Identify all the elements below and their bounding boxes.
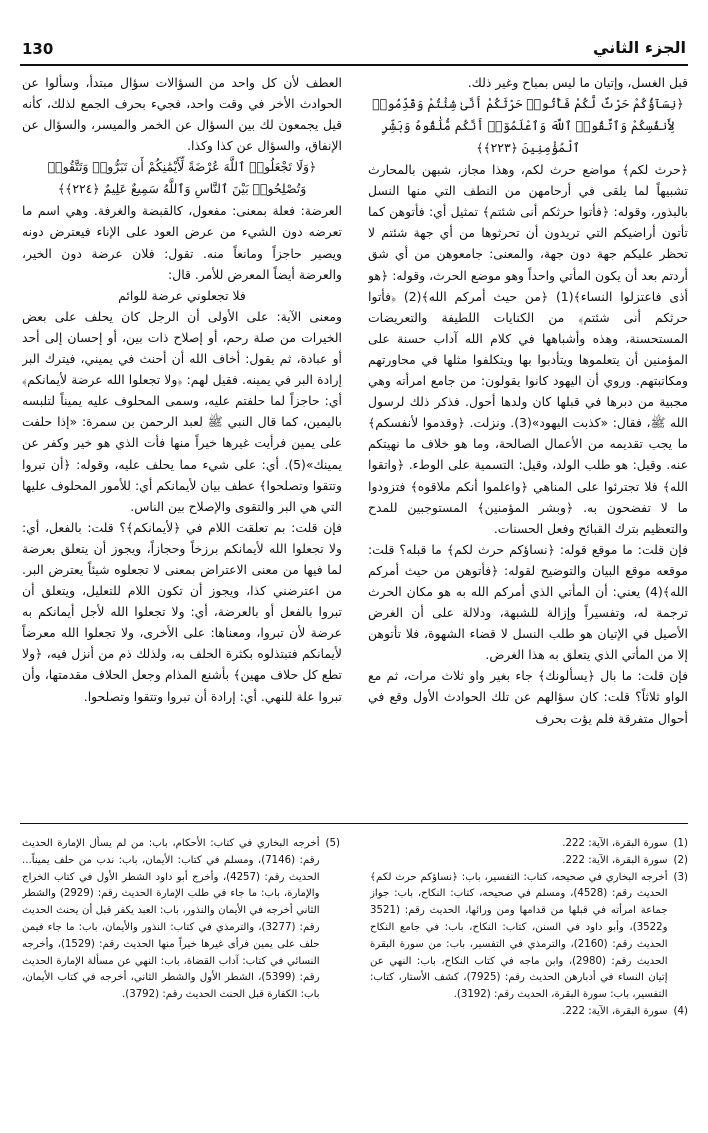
footnote-text: سورة البقرة، الآية: 222. (562, 1005, 668, 1017)
paragraph: ﴿حرث لكم﴾ مواضع حرث لكم، وهذا مجاز، شبهن بالمحارث تشبيهاً لما يلقى في أرحامهن من النطف التي منها النسل بالبذور، وقوله: ﴿فأتوا حرثكم أنى شئتم﴾ تمثيل أي: فأتوهن كما تأتون أراضيكم التي تريدون أن تحرثوها من أي جهة شئتم لا تحظر عليكم جهة دون جهة، والمعنى: جامعوهن من أي شق أردتم بعد أن يكون المأتي واحداً وهو موضع الحرث، وقوله: ﴿هو أذى فاعتزلوا النساء﴾(1) ﴿من حيث أمركم الله﴾(2) ﴿فأتوا حرثكم أنى شئتم﴾ من الكنايات اللطيفة والتعريضات المستحسنة، وهذه وأشباهها في كلام الله آداب حسنة على المؤمنين أن يتعلموها ويتأدبوا بها ويتكلفوا مثلها في محاورتهم ومكاتبتهم. وروي أن اليهود كانوا يقولون: من جامع امرأته وهي مجبية من دبرها في قبلها كان ولدها أحول. فذكر ذلك لرسول الله ﷺ، فقال: «كذبت اليهود»(3). ونزلت. ﴿وقدموا لأنفسكم﴾ ما يجب تقديمه من الأعمال الصالحة، وما هو خلاف ما نهيتكم عنه. وقيل: هو طلب الولد، وقيل: التسمية على الوطء. ﴿واتقوا الله﴾ فلا تجترئوا على المناهي ﴿واعلموا أنكم ملاقوه﴾ فتزودوا ما لا تفضحون به. ﴿وبشر المؤمنين﴾ المستوجبين للمدح والتعظيم بترك القبائح وفعل الحسنات. (368, 162, 688, 536)
footnotes-left (22, 836, 340, 1121)
right-text-column (368, 72, 688, 812)
paragraph: فإن قلت: بم تعلقت اللام في ﴿لأيمانكم﴾؟ قلت: بالفعل، أي: ولا تجعلوا الله لأيمانكم برزخاً وحجازاً، ويجوز أن يتعلق بعرضة لما فيها من معنى الاعتراض بمعنى لا تجعلوه شيئاً يعترض البر. من اعترضني كذا، ويجوز أن تكون اللام للتعليل، ويتعلق أن تبروا بالفعل أو بالعرضة، أي: ولا تجعلوا الله لأجل أيمانكم به عرضة لأن تبروا، ومعناها: على الأخرى، ولا تجعلوا الله معرضاً لأيمانكم فتبتذلوه بكثرة الحلف به، ولذلك ذم من أنزل فيه، ﴿ولا تطع كل حلاف مهين﴾ بأشنع المذام وجعل الحلاف مقدمتها، وأن تبروا علة للنهي. أي: إرادة أن تبروا وتتقوا وتصلحوا. (22, 519, 342, 704)
footnote-number: (1) (673, 838, 688, 849)
paragraph: العطف لأن كل واحد من السؤالات سؤال مبتدأ، وسألوا عن الحوادث الأخر في وقت واحد، فجيء بحرف الجمع لذلك، كأنه قيل يجمعون لك بين السؤال عن الخمر والميسر، والسؤال عن الإنفاق، والسؤال عن كذا وكذا. (22, 75, 342, 154)
footnote-number: (3) (673, 871, 688, 883)
footnote-text: سورة البقرة، الآية: 222. (562, 838, 668, 849)
footnote-number: (5) (325, 838, 340, 849)
footnote-divider (20, 823, 688, 824)
footnote-text: أخرجه البخاري في كتاب: الأحكام، باب: من لم يسأل الإمارة الحديث رقم: (7146)، ومسلم في كتاب: الأيمان، باب: ندب من حلف يميناً... الحديث رقم: (4257)، وأخرج أبو داود الشطر الأول في كتاب الخراج والإمارة، باب: ما جاء في طلب الإمارة الحديث رقم: (2929) والشطر الثاني أخرجه في الأيمان والنذور، باب: العبد يكفر قبل أن يحنث الحديث رقم: (3277)، والترمذي في كتاب: النذور والأيمان، باب: ما جاء فيمن حلف على يمين فرأى غيرها خيراً منها الحديث رقم: (1529)، وأخرجه النسائي في كتاب: آداب القضاة، باب: النهي عن مسألة الإمارة الحديث رقم: (5399)، الشطر الأول والشطر الثاني، أخرجه في كتاب الأيمان، باب: الكفارة قبل الحنث الحديث رقم: (3792). (22, 838, 320, 1001)
quran-verse: ﴿وَلَا تَجْعَلُوا۟ ٱللَّهَ عُرْضَةً لِّأَيْمَٰنِكُمْ أَن تَبَرُّوا۟ وَتَتَّقُوا۟ وَتُصْلِحُوا۟ بَيْنَ ٱلنَّاسِ وَٱللَّهُ سَمِيعٌ عَلِيمٌ ﴿٢٢٤﴾﴾ (47, 159, 317, 197)
footnote (370, 853, 688, 870)
footnote (370, 836, 688, 853)
paragraph: فإن قلت: ما موقع قوله: ﴿نساؤكم حرث لكم﴾ ما قبله؟ قلت: موقعه موقع البيان والتوضيح لقوله: ﴿فأتوهن من حيث أمركم الله﴾(4) يعني: أن المأتي الذي أمركم الله به هو مكان الحرث ترجمة له، وتفسيراً وإزالة للشبهة، ودلالة على أن الغرض الأصيل في الإتيان هو طلب النسل لا قضاء الشهوة، فلا تأتوهن إلا من المأتي الذي يتعلق به هذا الغرض. (368, 541, 688, 663)
footnote-text: سورة البقرة، الآية: 222. (562, 854, 668, 866)
page-number: 130 (22, 40, 54, 58)
left-text-column (22, 72, 342, 812)
paragraph: العرضة: فعلة بمعنى: مفعول، كالقبضة والغرفة. وهي اسم ما تعرضه دون الشيء من عرض العود على الإناء فيعترض دونه ويصير حاجزاً ومانعاً منه. تقول: فلان عرضة دون الخير، والعرضة أيضاً المعرض للأمر. قال: (22, 203, 342, 282)
footnote-number: (2) (673, 854, 688, 866)
footnotes-right (370, 836, 688, 1121)
running-head: الجزء الثاني (593, 38, 686, 57)
footnote (370, 1004, 688, 1021)
footnote (22, 836, 340, 1004)
poem-line: فلا تجعلوني عرضة للوائم (118, 287, 246, 303)
paragraph: ومعنى الآية: على الأولى أن الرجل كان يحلف على بعض الخيرات من صلة رحم، أو إصلاح ذات بين، أو إحسان إلى أحد أو عبادة، ثم يقول: أخاف الله أن أحنث في يميني، فيترك البر إرادة البر في يمينه. فقيل لهم: ﴿ولا تجعلوا الله عرضة لأيمانكم﴾ أي: حاجزاً لما حلفتم عليه، وسمى المحلوف عليه يميناً لتلبسه باليمين، كما قال النبي ﷺ لعبد الرحمن بن سمرة: «إذا حلفت على يمين فرأيت غيرها خيراً منها فأت الذي هو خير وكفر عن يمينك»(5). أي: على شيء مما يحلف عليه، وقوله: ﴿أن تبروا وتتقوا وتصلحوا﴾ عطف بيان لأيمانكم أي: للأمور المحلوف عليها التي هي البر والتقوى والإصلاح بين الناس. (22, 308, 342, 514)
footnote (370, 870, 688, 1004)
paragraph: فإن قلت: ما بال ﴿يسألونك﴾ جاء بغير واو ثلاث مرات، ثم مع الواو ثلاثاً؟ قلت: كان سؤالهم عن تلك الحوادث الأول وقع في أحوال متفرقة فلم يؤت بحرف (368, 668, 688, 726)
quran-verse: ﴿نِسَآؤُكُمْ حَرْثٌ لَّكُمْ فَأْتُوا۟ حَرْثَكُمْ أَنَّىٰ شِئْتُمْ وَقَدِّمُوا۟ لِأَنفُسِكُمْ وَٱتَّقُوا۟ ٱللَّهَ وَٱعْلَمُوٓا۟ أَنَّكُم مُّلَٰقُوهُ وَبَشِّرِ ٱلْمُؤْمِنِينَ ﴿٢٢٣﴾﴾ (372, 96, 684, 156)
paragraph: قبل الغسل، وإتيان ما ليس بمباح وغير ذلك. (467, 75, 688, 90)
page-header (20, 38, 688, 66)
footnote-text: أخرجه البخاري في صحيحه، كتاب: التفسير، باب: ﴿نساؤكم حرث لكم﴾ الحديث رقم: (4528)، ومسلم في صحيحه، كتاب: النكاح، باب: جواز جماعة امرأته في قبلها من قدامها ومن ورائها، الحديث رقم: (3521 و3522)، وأبو داود في السنن، كتاب: النكاح، باب: في جامع النكاح الحديث رقم: (2160)، والترمذي في التفسير، باب: من سورة البقرة الحديث رقم: (2980)، وابن ماجه في كتاب النكاح، باب: النهي عن إتيان النساء في أدبارهن الحديث رقم: (7925)، كشف الأستار، كتاب: التفسير، باب: سورة البقرة، الحديث رقم: (3192). (370, 871, 668, 1001)
footnote-number: (4) (673, 1005, 688, 1017)
